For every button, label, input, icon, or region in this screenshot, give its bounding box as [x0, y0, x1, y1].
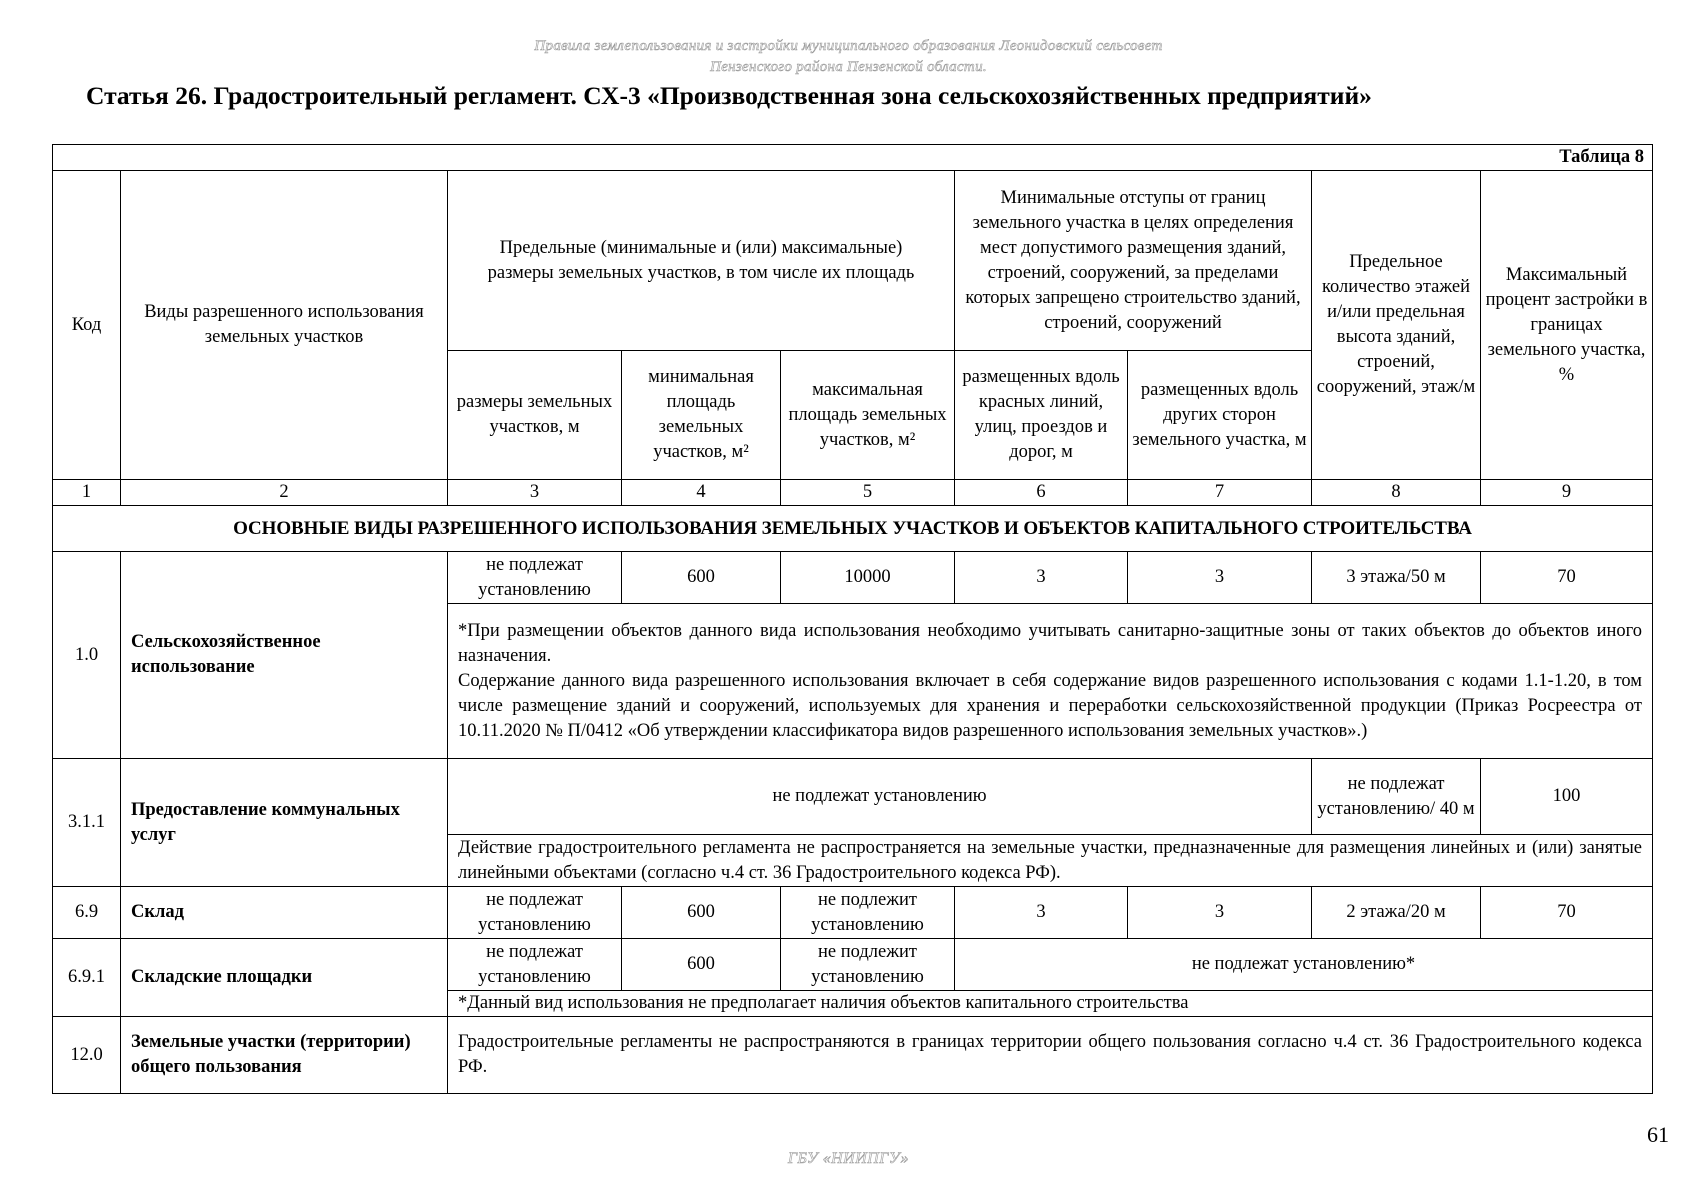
- row-1-floors: 3 этажа/50 м: [1312, 552, 1481, 604]
- row-2-merged: не подлежат установлению: [448, 759, 1312, 835]
- col-number-4: 4: [622, 480, 781, 506]
- regulation-table: [52, 144, 1653, 1094]
- row-1-size: не подлежат установлению: [448, 552, 622, 604]
- col-number-5: 5: [781, 480, 955, 506]
- row-5-code: 12.0: [53, 1017, 121, 1094]
- row-1-notes: [448, 604, 1653, 759]
- col-number-9: 9: [1481, 480, 1653, 506]
- row-4-max: не подлежит установлению: [781, 939, 955, 991]
- row-1-name: Сельскохозяйственное использование: [121, 552, 448, 759]
- col-number-3: 3: [448, 480, 622, 506]
- row-2-floors: не подлежат установлению/ 40 м: [1312, 759, 1481, 835]
- row-3-other: 3: [1128, 887, 1312, 939]
- row-3-coverage: 70: [1481, 887, 1653, 939]
- row-1-other: 3: [1128, 552, 1312, 604]
- row-2-name: Предоставление коммунальных услуг: [121, 759, 448, 887]
- row-3-red: 3: [955, 887, 1128, 939]
- header-limits-max: максимальная площадь земельных участков, м²: [781, 351, 955, 480]
- header-kinds: Виды разрешенного использования земельных участков: [121, 171, 448, 480]
- table-label: Таблица 8: [53, 145, 1653, 171]
- running-header-line-2: Пензенского района Пензенской области.: [710, 59, 987, 75]
- header-coverage: Максимальный процент застройки в границах земельного участка, %: [1481, 171, 1653, 480]
- row-3-code: 6.9: [53, 887, 121, 939]
- row-4-code: 6.9.1: [53, 939, 121, 1017]
- row-4-min: 600: [622, 939, 781, 991]
- header-setbacks-red: размещенных вдоль красных линий, улиц, проездов и дорог, м: [955, 351, 1128, 480]
- row-4-merged: не подлежат установлению*: [955, 939, 1653, 991]
- row-5-name: Земельные участки (территории) общего пользования: [121, 1017, 448, 1094]
- row-1-code: 1.0: [53, 552, 121, 759]
- page-number: 61: [1647, 1122, 1669, 1147]
- col-number-6: 6: [955, 480, 1128, 506]
- header-limits: Предельные (минимальные и (или) максимальные) размеры земельных участков, в том числе их площадь: [448, 171, 955, 351]
- running-header-line-1: Правила землепользования и застройки муниципального образования Леонидовский сельсовет: [534, 38, 1163, 54]
- col-number-1: 1: [53, 480, 121, 506]
- article-title: Статья 26. Градостроительный регламент. СХ-3 «Производственная зона сельскохозяйственных предприятий»: [86, 81, 1372, 110]
- row-3-min: 600: [622, 887, 781, 939]
- row-5-note: Градостроительные регламенты не распространяются в границах территории общего пользования согласно ч.4 ст. 36 Градостроительного кодекса РФ.: [448, 1017, 1653, 1094]
- row-3-name: Склад: [121, 887, 448, 939]
- col-number-8: 8: [1312, 480, 1481, 506]
- row-3-size: не подлежат установлению: [448, 887, 622, 939]
- row-1-min: 600: [622, 552, 781, 604]
- header-setbacks: Минимальные отступы от границ земельного участка в целях определения мест допустимого размещения зданий, строений, сооружений, за пределами которых запрещено строительство зданий, строений, сооружений: [955, 171, 1312, 351]
- header-limits-min: минимальная площадь земельных участков, м²: [622, 351, 781, 480]
- row-4-note: *Данный вид использования не предполагает наличия объектов капитального строительства: [448, 991, 1653, 1017]
- header-code: Код: [53, 171, 121, 480]
- section-title: ОСНОВНЫЕ ВИДЫ РАЗРЕШЕННОГО ИСПОЛЬЗОВАНИЯ ЗЕМЕЛЬНЫХ УЧАСТКОВ И ОБЪЕКТОВ КАПИТАЛЬНОГО СТРОИТЕЛЬСТВА: [53, 506, 1653, 552]
- col-number-2: 2: [121, 480, 448, 506]
- row-3-floors: 2 этажа/20 м: [1312, 887, 1481, 939]
- row-4-size: не подлежат установлению: [448, 939, 622, 991]
- header-limits-size: размеры земельных участков, м: [448, 351, 622, 480]
- row-3-max: не подлежит установлению: [781, 887, 955, 939]
- col-number-7: 7: [1128, 480, 1312, 506]
- header-floors: Предельное количество этажей и/или предельная высота зданий, строений, сооружений, этаж/м: [1312, 171, 1481, 480]
- row-1-note-2: Содержание данного вида разрешенного использования включает в себя содержание видов разрешенного использования с кодами 1.1-1.20, в том числе размещение зданий и сооружений, используемых для хранения и переработки сельскохозяйственной продукции (Приказ Росреестра от 10.11.2020 № П/0412 «Об утверждении классификатора видов разрешенного использования земельных участков».): [458, 670, 1643, 741]
- row-1-red: 3: [955, 552, 1128, 604]
- header-setbacks-other: размещенных вдоль других сторон земельного участка, м: [1128, 351, 1312, 480]
- row-2-note: Действие градостроительного регламента не распространяется на земельные участки, предназначенные для размещения линейных и (или) занятые линейными объектами (согласно ч.4 ст. 36 Градостроительного кодекса РФ).: [448, 835, 1653, 887]
- row-1-note-1: *При размещении объектов данного вида использования необходимо учитывать санитарно-защитные зоны от таких объектов до объектов иного назначения.: [458, 620, 1643, 666]
- row-4-name: Складские площадки: [121, 939, 448, 1017]
- row-1-coverage: 70: [1481, 552, 1653, 604]
- running-footer: ГБУ «НИИПГУ»: [787, 1150, 910, 1167]
- row-2-code: 3.1.1: [53, 759, 121, 887]
- row-2-coverage: 100: [1481, 759, 1653, 835]
- row-1-max: 10000: [781, 552, 955, 604]
